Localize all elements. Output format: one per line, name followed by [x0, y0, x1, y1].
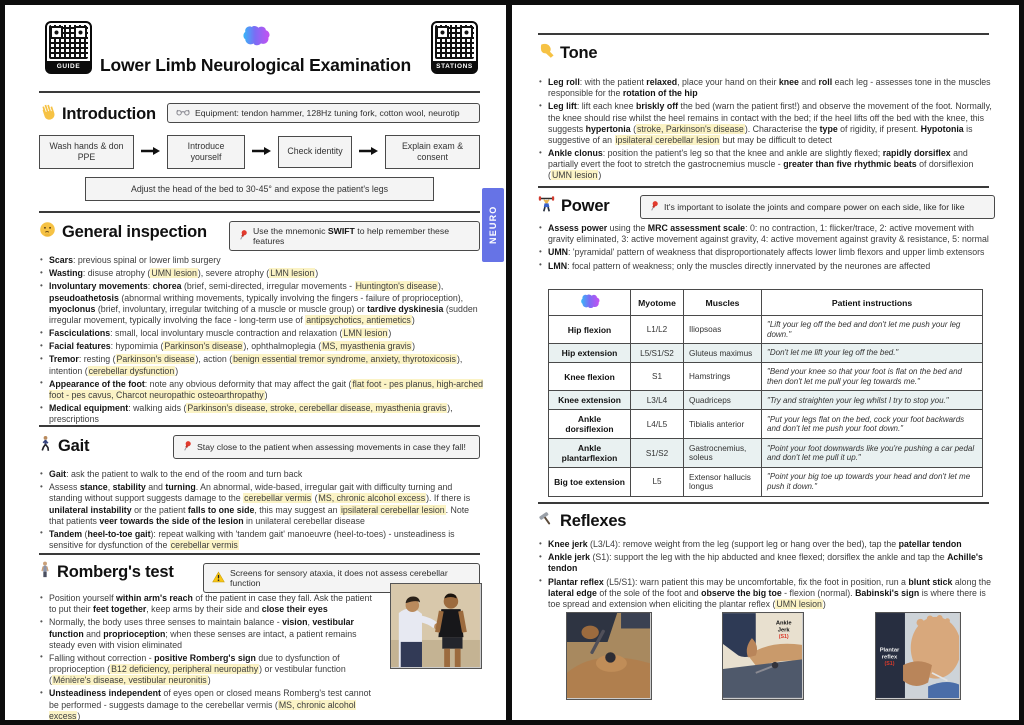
equipment-note-text: Equipment: tendon hammer, 128Hz tuning fork, cotton wool, neurotip	[195, 108, 460, 118]
section-title: Gait	[58, 436, 90, 455]
qr-guide-label: GUIDE	[47, 61, 90, 72]
bullet-item: • Facial features: hypomimia (Parkinson's disease), ophthalmoplegia (MS, myasthenia gravis)	[39, 341, 484, 352]
power-tip-box	[640, 195, 995, 219]
bullet-item: • Fasciculations: small, local involuntary muscle contraction and relaxation (LMN lesion)	[39, 328, 484, 339]
flow-step: Introduce yourself	[167, 135, 245, 169]
table-row	[549, 391, 983, 410]
myotome-cell: L5/S1/S2	[631, 344, 684, 363]
column-header: Muscles	[684, 290, 762, 316]
table-row	[549, 468, 983, 496]
page-title: Lower Limb Neurological Examination	[100, 55, 411, 75]
warning-icon	[212, 571, 225, 585]
gait-tip-text: Stay close to the patient when assessing movements in case they fall!	[197, 442, 466, 452]
divider	[39, 553, 480, 555]
movement-cell: Ankle dorsiflexion	[549, 410, 631, 439]
bullet-item: • Tremor: resting (Parkinson's disease), action (benign essential tremor syndrome, anxiety, thyrotoxicosis), intention (cerebellar dysfunction)	[39, 354, 484, 376]
page-right	[512, 5, 1019, 720]
power-list	[538, 223, 999, 274]
bullet-item: • Tandem (heel-to-toe gait): repeat walking with 'tandem gait' manoeuvre (heel-to-toes) - unsteadiness is sensitive for dysfunction of the cerebellar vermis	[39, 529, 484, 551]
arrow-right-icon	[359, 143, 379, 161]
neuro-category-tab: NEURO	[482, 188, 504, 262]
section-gait-heading	[39, 435, 89, 457]
myotome-cell: S1/S2	[631, 439, 684, 468]
photo-label-plantar-root: (S1)	[884, 661, 895, 668]
power-assessment-table	[548, 289, 983, 497]
section-title: Tone	[560, 44, 598, 62]
section-tone-heading	[538, 43, 597, 64]
section-romberg-heading	[39, 561, 174, 583]
section-introduction-heading	[39, 103, 156, 125]
muscles-cell: Gastrocnemius, soleus	[684, 439, 762, 468]
table-row	[549, 316, 983, 344]
myotome-cell: L5	[631, 468, 684, 496]
section-power-heading	[538, 195, 610, 217]
bullet-item: • Falling without correction - positive Romberg's sign due to dysfunction of proprioception (B12 deficiency, peripheral neuropathy) or vestibular function (Ménière's disease, vestibular neuronitis)	[39, 653, 380, 687]
romberg-list	[39, 593, 380, 720]
standing-person-icon	[39, 561, 51, 583]
instruction-cell: "Lift your leg off the bed and don't let me push your leg down."	[762, 316, 983, 344]
general-inspection-list	[39, 255, 484, 427]
bullet-item: • Plantar reflex (L5/S1): warn patient this may be uncomfortable, fix the foot in position, run a blunt stick along the lateral edge of the sole of the foot and observe the big toe - flexion (normal). Babinski's sign is where there is toe spread and extension when eliciting the plantar reflex (UMN lesion)	[538, 577, 999, 611]
instruction-cell: "Put your legs flat on the bed, cock your foot backwards and don't let me push your foot down."	[762, 410, 983, 439]
qr-pattern	[49, 25, 88, 59]
bullet-item: • Scars: previous spinal or lower limb surgery	[39, 255, 484, 266]
movement-cell: Hip flexion	[549, 316, 631, 344]
instruction-cell: "Point your foot downwards like you're pushing a car pedal and don't let me pull it up."	[762, 439, 983, 468]
plantar-reflex-photo	[875, 612, 961, 700]
gait-tip-box	[173, 435, 480, 459]
bullet-item: • Medical equipment: walking aids (Parkinson's disease, stroke, cerebellar disease, myasthenia gravis), prescriptions	[39, 403, 484, 425]
section-title: Introduction	[62, 104, 156, 123]
myotome-cell: L3/L4	[631, 391, 684, 410]
bullet-item: • LMN: focal pattern of weakness; only the muscles directly innervated by the neurones are affected	[538, 261, 999, 272]
instruction-cell: "Don't let me lift your leg off the bed."	[762, 344, 983, 363]
movement-cell: Big toe extension	[549, 468, 631, 496]
flow-step: Check identity	[278, 136, 352, 168]
photo-label-plantar-1: Plantar	[879, 647, 900, 654]
divider	[538, 502, 989, 504]
muscles-cell: Hamstrings	[684, 363, 762, 391]
movement-cell: Ankle plantarflexion	[549, 439, 631, 468]
bullet-item: • Normally, the body uses three senses to maintain balance - vision, vestibular function and proprioception; when these senses are intact, a patient remains steady even with vision eliminated	[39, 617, 380, 651]
wave-hand-icon	[39, 103, 56, 125]
bullet-item: • Appearance of the foot: note any obvious deformity that may affect the gait (flat foot - pes planus, high-arched foot - pes cavus, Charcot neuropathic osteoarthropathy)	[39, 379, 484, 401]
movement-cell: Knee flexion	[549, 363, 631, 391]
section-title: General inspection	[62, 222, 207, 241]
arrow-right-icon	[252, 143, 272, 161]
gait-list	[39, 469, 484, 553]
pushpin-icon	[182, 440, 192, 454]
romberg-warning-text: Screens for sensory ataxia, it does not assess cerebellar function	[230, 568, 448, 588]
bullet-item: • Assess stance, stability and turning. An abnormal, wide-based, irregular gait with difficulty turning and standing without support suggests damage to the cerebellar vermis (MS, chronic alcohol excess). If there is unilateral instability or the patient falls to one side, this may suggest an ipsilateral cerebellar lesion. Note that patients veer towards the side of the lesion in unilateral cerebellar disease	[39, 482, 484, 527]
bullet-item: • UMN: 'pyramidal' pattern of weakness that disproportionately affects lower limb flexors and upper limb extensors	[538, 247, 999, 258]
bullet-item: • Gait: ask the patient to walk to the end of the room and turn back	[39, 469, 484, 480]
instruction-cell: "Bend your knee so that your foot is flat on the bed and then don't let me pull your leg towards me."	[762, 363, 983, 391]
thinking-face-icon	[39, 221, 56, 243]
bullet-item: • Involuntary movements: chorea (brief, semi-directed, irregular movements - Huntington's disease), pseudoathetosis (abnormal writhing movements, typically involving the fingers - failure of proprioception), myoclonus (brief, involuntary, irregular twitching of a muscle or muscle group) or tardive dyskinesia (sudden irregular movement, typically involving the face - long-term use of antipsychotics, antiemetics)	[39, 281, 484, 326]
photo-label-plantar-2: reflex	[881, 654, 898, 661]
section-title: Reflexes	[560, 512, 627, 530]
power-tip-text: It's important to isolate the joints and compare power on each side, like for like	[664, 202, 965, 212]
reflexes-list	[538, 539, 999, 612]
photo-label-ankle-2: Jerk	[777, 627, 790, 634]
ankle-jerk-photo	[722, 612, 804, 700]
arrow-right-icon	[141, 143, 161, 161]
movement-cell: Knee extension	[549, 391, 631, 410]
adjust-bed-note: Adjust the head of the bed to 30-45° and expose the patient's legs	[85, 177, 434, 201]
bullet-item: • Wasting: disuse atrophy (UMN lesion), severe atrophy (LMN lesion)	[39, 268, 484, 279]
myotome-cell: L4/L5	[631, 410, 684, 439]
walking-person-icon	[39, 435, 52, 457]
divider	[39, 211, 480, 213]
romberg-test-photo	[390, 583, 482, 669]
bullet-item: • Ankle jerk (S1): support the leg with the hip abducted and knee flexed; dorsiflex the ankle and tap the Achille's tendon	[538, 552, 999, 574]
bullet-item: • Ankle clonus: position the patient's leg so that the knee and ankle are slightly flexed; rapidly dorsiflex and partially evert the foot to stretch the gastrocnemius muscle - greater than five rhythmic beats of dorsiflexion (UMN lesion)	[538, 148, 999, 182]
table-row	[549, 410, 983, 439]
movement-cell: Hip extension	[549, 344, 631, 363]
muscles-cell: Iliopsoas	[684, 316, 762, 344]
muscles-cell: Tibialis anterior	[684, 410, 762, 439]
table-row	[549, 344, 983, 363]
bullet-item: • Unsteadiness independent of eyes open or closed means Romberg's test cannot be performed - suggests damage to the cerebellar vermis (MS, chronic alcohol excess)	[39, 688, 380, 720]
brain-icon	[242, 25, 270, 52]
section-general-inspection-heading	[39, 221, 207, 243]
bullet-item: • Knee jerk (L3/L4): remove weight from the leg (support leg or hang over the bed), tap the patellar tendon	[538, 539, 999, 550]
bullet-item: • Leg roll: with the patient relaxed, place your hand on their knee and roll each leg - assesses tone in the muscles responsible for the rotation of the hip	[538, 77, 999, 99]
brain-icon-cell	[549, 290, 631, 316]
flow-step: Wash hands & don PPE	[39, 135, 134, 169]
general-tip-box	[229, 221, 480, 251]
photo-label-ankle-root: (S1)	[778, 634, 789, 641]
bullet-item: • Leg lift: lift each knee briskly off the bed (warn the patient first!) and observe the movement of the foot. Normally, the knee should rise whilst the heel remains in contact with the bed; if the heel lifts off the bed with the knee, this suggests hypertonia (stroke, Parkinson's disease). Characterise the type of rigidity, if present. Hypotonia is suggestive of an ipsilateral cerebellar lesion but may be difficult to detect	[538, 101, 999, 146]
instruction-cell: "Try and straighten your leg whilst I try to stop you."	[762, 391, 983, 410]
general-tip-text: Use the mnemonic SWIFT to help remember these features	[253, 226, 450, 246]
photo-label-ankle-1: Ankle	[775, 620, 792, 627]
qr-stations-label: STATIONS	[433, 61, 476, 72]
divider	[39, 425, 480, 427]
instruction-cell: "Point your big toe up towards your head and don't let me push it down."	[762, 468, 983, 496]
pushpin-icon	[649, 200, 659, 214]
column-header: Patient instructions	[762, 290, 983, 316]
table-row	[549, 439, 983, 468]
table-header-row	[549, 290, 983, 316]
equipment-note-box	[167, 103, 480, 123]
bullet-item: • Assess power using the MRC assessment scale: 0: no contraction, 1: flicker/trace, 2: active movement with gravity eliminated, 3: active movement against gravity, 4: active movement against gravity & resistance, 5: normal	[538, 223, 999, 245]
myotome-cell: L1/L2	[631, 316, 684, 344]
flow-step: Explain exam & consent	[385, 135, 480, 169]
section-title: Power	[561, 196, 610, 215]
qr-code-stations	[431, 21, 478, 74]
page-left	[5, 5, 506, 720]
weightlifter-icon	[538, 195, 555, 217]
column-header: Myotome	[631, 290, 684, 316]
muscles-cell: Extensor hallucis longus	[684, 468, 762, 496]
hammer-icon	[538, 511, 554, 532]
divider	[538, 186, 989, 188]
section-reflexes-heading	[538, 511, 626, 532]
bullet-item: • Position yourself within arm's reach of the patient in case they fall. Ask the patient to put their feet together, keep arms by their side and close their eyes	[39, 593, 380, 615]
divider	[39, 91, 480, 93]
leg-icon	[538, 43, 554, 64]
knee-jerk-photo	[566, 612, 652, 700]
tone-list	[538, 77, 999, 184]
pushpin-icon	[238, 229, 248, 243]
qr-pattern	[435, 25, 474, 59]
equipment-icon	[176, 108, 190, 118]
muscles-cell: Gluteus maximus	[684, 344, 762, 363]
intro-flowchart	[39, 135, 480, 169]
muscles-cell: Quadriceps	[684, 391, 762, 410]
myotome-cell: S1	[631, 363, 684, 391]
section-title: Romberg's test	[57, 562, 174, 581]
table-row	[549, 363, 983, 391]
divider	[538, 33, 989, 35]
